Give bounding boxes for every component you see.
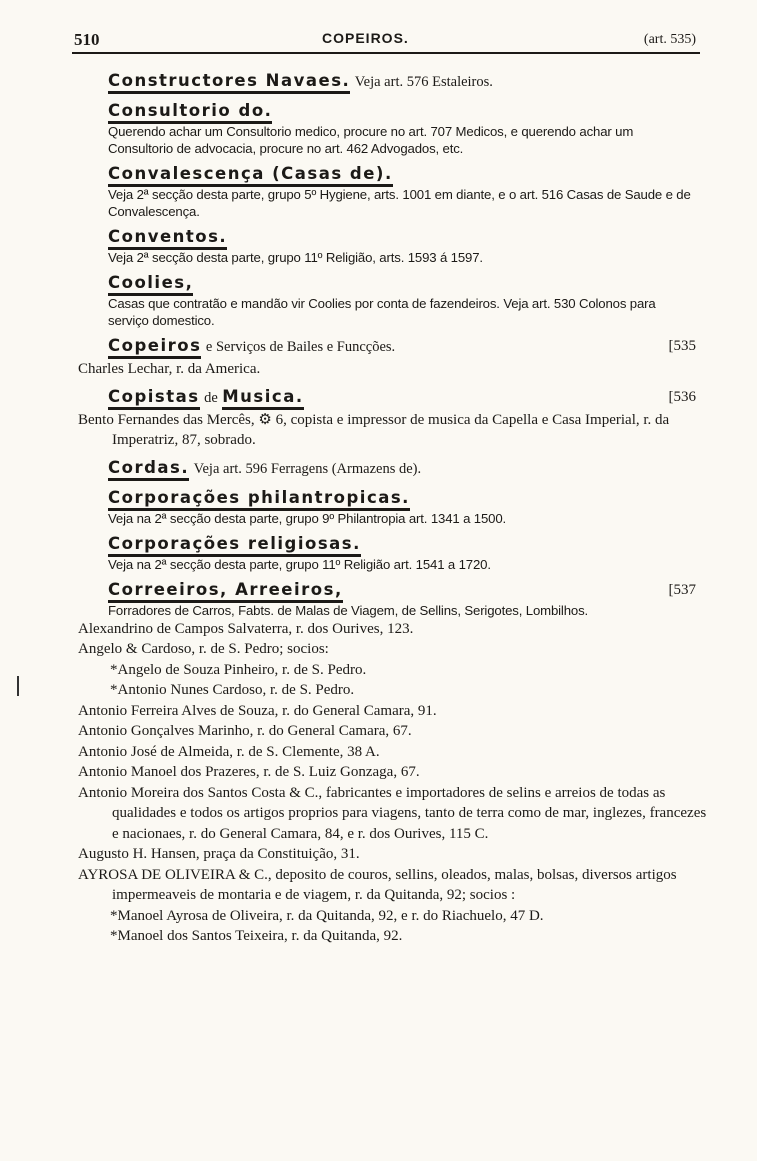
list-item: Antonio Ferreira Alves de Souza, r. do General Camara, 91. xyxy=(78,702,437,719)
page-title: COPEIROS. xyxy=(322,30,409,46)
article-number: [536 xyxy=(668,388,696,405)
section-heading: Copistas xyxy=(108,387,200,410)
list-item: Antonio José de Almeida, r. de S. Clemente, 38 A. xyxy=(78,743,380,760)
list-item: *Manoel Ayrosa de Oliveira, r. da Quitanda, 92, e r. do Riachuelo, 47 D. xyxy=(110,907,544,924)
article-number: [537 xyxy=(668,581,696,598)
list-item: Charles Lechar, r. da America. xyxy=(78,361,261,377)
list-item: *Manoel dos Santos Teixeira, r. da Quitanda, 92. xyxy=(110,928,403,944)
section-reference: Veja art. 596 Ferragens (Armazens de). xyxy=(193,460,422,477)
list-item: Augusto H. Hansen, praça da Constituição, 31. xyxy=(78,846,360,862)
header-rule xyxy=(72,52,700,54)
section-heading: Corporações philantropicas. xyxy=(108,488,410,511)
section-copeiros xyxy=(108,333,696,359)
section-body: Veja na 2ª secção desta parte, grupo 11º Religião art. 1541 a 1720. xyxy=(108,556,491,572)
section-body: Veja 2ª secção desta parte, grupo 5º Hygiene, arts. 1001 em diante, e o art. 516 Casas de Saude e de Convalescença. xyxy=(108,187,691,219)
correeiros-list xyxy=(78,619,708,947)
section-cordas xyxy=(108,455,696,481)
list-item: Antonio Manoel dos Prazeres, r. de S. Luiz Gonzaga, 67. xyxy=(78,764,420,780)
list-item: *Angelo de Souza Pinheiro, r. de S. Pedro. xyxy=(110,661,367,678)
section-heading: Correeiros, Arreeiros, xyxy=(108,580,343,603)
section-reference: Veja art. 576 Estaleiros. xyxy=(354,74,493,90)
list-item: Antonio Gonçalves Marinho, r. do General Camara, 67. xyxy=(78,723,412,739)
list-item: Bento Fernandes das Mercês, ⚙ 6, copista e impressor de musica da Capella e Casa Imperial, r. da Imperatriz, 87, sobrado. xyxy=(78,411,670,448)
page-header xyxy=(74,28,698,50)
section-body: Querendo achar um Consultorio medico, procure no art. 707 Medicos, e querendo achar um Consultorio de advocacia, procure no art. 462 Advogados, etc. xyxy=(108,124,634,156)
margin-mark xyxy=(17,676,19,696)
list-item: Antonio Moreira dos Santos Costa & C., fabricantes e importadores de selins e arreios de todas as qualidades e todos os artigos proprios para viagens, tanto de terra como de mar, inglezes, francezes e nacionaes, r. do General Camara, 84, e r. dos Ourives, 115 C. xyxy=(78,784,707,842)
article-range: (art. 535) xyxy=(643,32,696,47)
section-heading: Coolies, xyxy=(108,273,193,296)
section-copistas xyxy=(108,384,696,410)
list-item: AYROSA DE OLIVEIRA & C., deposito de couros, sellins, oleados, malas, bolsas, diversos artigos impermeaveis de montaria e de viagem, r. da Quitanda, 92; socios : xyxy=(78,866,677,903)
section-heading: Conventos. xyxy=(108,227,227,250)
section-consultorio xyxy=(108,98,696,157)
section-body: Forradores de Carros, Fabts. de Malas de Viagem, de Sellins, Serigotes, Lombilhos. xyxy=(108,602,589,618)
section-body: Veja 2ª secção desta parte, grupo 11º Religião, arts. 1593 á 1597. xyxy=(108,250,483,265)
section-philantropicas xyxy=(108,485,696,527)
section-convalescenca xyxy=(108,161,696,220)
page-content xyxy=(78,64,708,947)
section-subtitle: e Serviços de Bailes e Funcções. xyxy=(205,339,396,355)
list-item: Angelo & Cardoso, r. de S. Pedro; socios: xyxy=(78,641,329,657)
section-conventos xyxy=(108,224,696,266)
section-heading: Convalescença (Casas de). xyxy=(108,164,393,187)
section-heading: Copeiros xyxy=(108,336,201,359)
list-item: *Antonio Nunes Cardoso, r. de S. Pedro. xyxy=(110,682,355,698)
list-item: Alexandrino de Campos Salvaterra, r. dos Ourives, 123. xyxy=(78,620,414,637)
section-coolies xyxy=(108,270,696,329)
article-number: [535 xyxy=(668,338,696,354)
section-heading: Corporações religiosas. xyxy=(108,534,361,557)
section-heading: Cordas. xyxy=(108,458,189,481)
section-correeiros xyxy=(108,577,696,619)
section-body: Veja na 2ª secção desta parte, grupo 9º Philantropia art. 1341 a 1500. xyxy=(108,510,507,526)
section-constructores xyxy=(108,68,696,94)
section-heading: Constructores Navaes. xyxy=(108,71,350,94)
section-heading: Consultorio do. xyxy=(108,101,272,124)
page-number: 510 xyxy=(74,30,100,49)
section-connector: de xyxy=(204,389,218,406)
section-body: Casas que contratão e mandão vir Coolies por conta de fazendeiros. Veja art. 530 Colonos para serviço domestico. xyxy=(108,296,656,328)
section-heading-2: Musica. xyxy=(222,387,303,410)
section-religiosas xyxy=(108,531,696,573)
